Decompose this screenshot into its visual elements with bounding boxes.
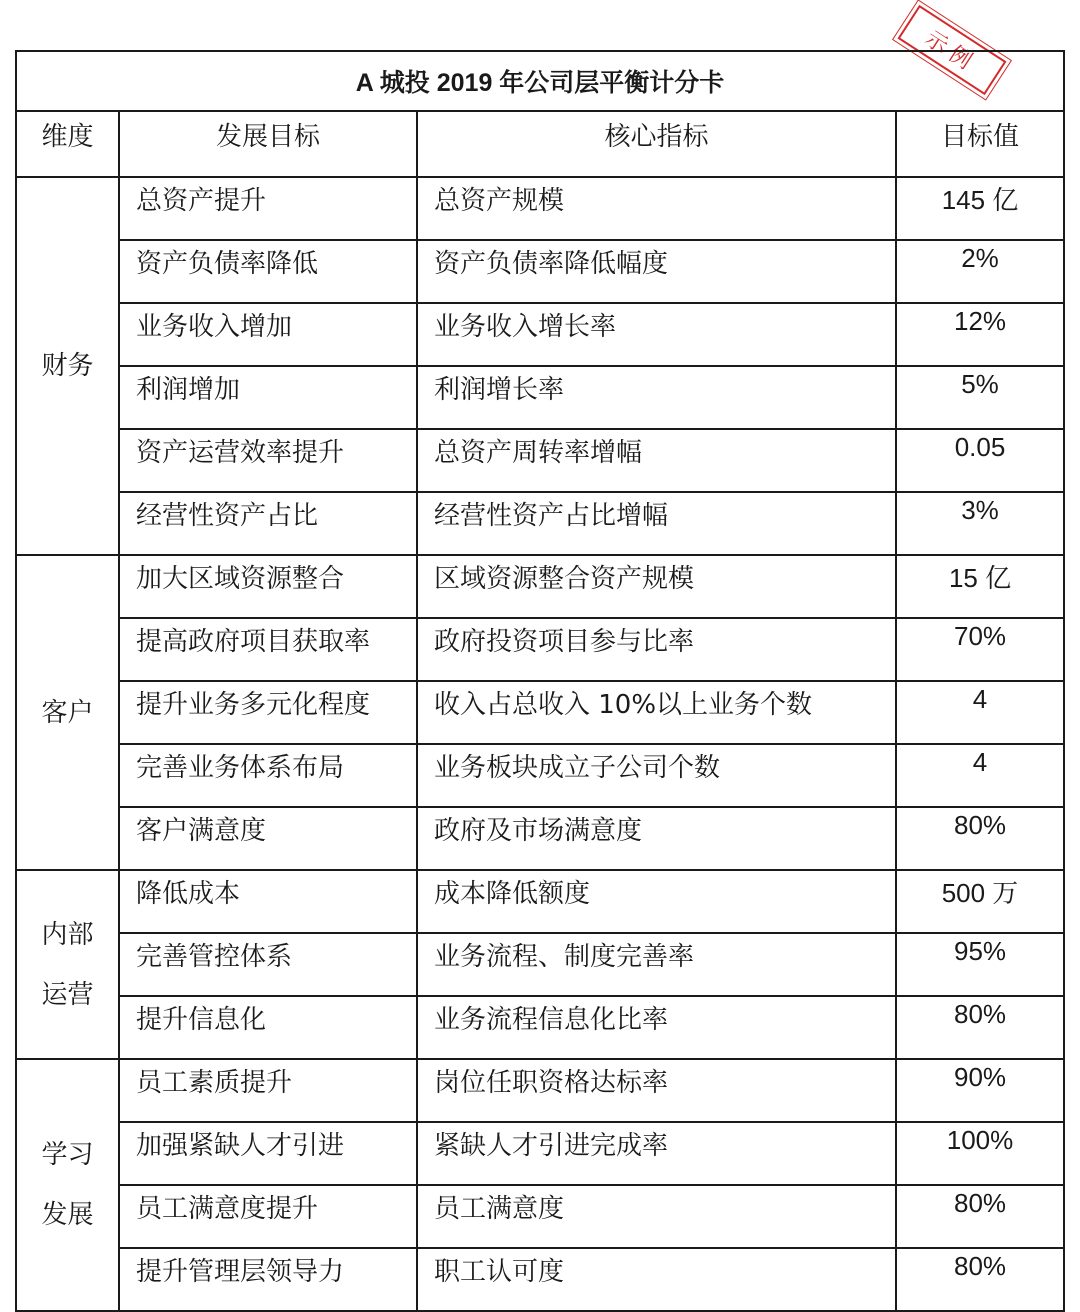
indicator-cell: 业务流程、制度完善率 <box>417 933 896 996</box>
goal-cell: 降低成本 <box>119 870 417 933</box>
table-row <box>16 618 1064 681</box>
target-cell: 15 亿 <box>896 555 1064 618</box>
table-row <box>16 744 1064 807</box>
target-cell: 90% <box>896 1059 1064 1122</box>
goal-cell: 总资产提升 <box>119 177 417 240</box>
indicator-cell: 资产负债率降低幅度 <box>417 240 896 303</box>
table-row <box>16 240 1064 303</box>
table-row <box>16 303 1064 366</box>
target-cell: 70% <box>896 618 1064 681</box>
target-cell: 0.05 <box>896 429 1064 492</box>
goal-cell: 员工满意度提升 <box>119 1185 417 1248</box>
table-row <box>16 366 1064 429</box>
dimension-line: 内部 <box>41 919 94 950</box>
dimension-cell: 客户 <box>16 555 119 870</box>
goal-cell: 资产运营效率提升 <box>119 429 417 492</box>
target-cell: 4 <box>896 681 1064 744</box>
table-row <box>16 1059 1064 1122</box>
indicator-cell: 成本降低额度 <box>417 870 896 933</box>
indicator-cell: 政府投资项目参与比率 <box>417 618 896 681</box>
table-row <box>16 555 1064 618</box>
goal-cell: 业务收入增加 <box>119 303 417 366</box>
table-row <box>16 807 1064 870</box>
goal-cell: 员工素质提升 <box>119 1059 417 1122</box>
dimension-cell: 财务 <box>16 177 119 555</box>
indicator-cell: 岗位任职资格达标率 <box>417 1059 896 1122</box>
table-row <box>16 870 1064 933</box>
dimension-line: 发展 <box>41 1200 94 1230</box>
goal-cell: 加强紧缺人才引进 <box>119 1122 417 1185</box>
balanced-scorecard-table <box>15 50 1065 1312</box>
table-row <box>16 429 1064 492</box>
target-cell: 4 <box>896 744 1064 807</box>
table-row <box>16 1122 1064 1185</box>
target-cell: 3% <box>896 492 1064 555</box>
indicator-cell: 经营性资产占比增幅 <box>417 492 896 555</box>
table-row <box>16 933 1064 996</box>
table-row <box>16 1185 1064 1248</box>
indicator-cell: 业务板块成立子公司个数 <box>417 744 896 807</box>
indicator-cell: 利润增长率 <box>417 366 896 429</box>
sample-stamp: 示例 <box>897 5 1006 95</box>
target-cell: 5% <box>896 366 1064 429</box>
indicator-cell: 业务收入增长率 <box>417 303 896 366</box>
table-title: A 城投 2019 年公司层平衡计分卡 <box>16 51 1064 111</box>
header-dimension: 维度 <box>16 111 119 177</box>
goal-cell: 加大区域资源整合 <box>119 555 417 618</box>
target-cell: 100% <box>896 1122 1064 1185</box>
table-row <box>16 177 1064 240</box>
goal-cell: 提升管理层领导力 <box>119 1248 417 1311</box>
target-cell: 80% <box>896 996 1064 1059</box>
goal-cell: 完善业务体系布局 <box>119 744 417 807</box>
target-cell: 95% <box>896 933 1064 996</box>
dimension-cell <box>16 1059 119 1311</box>
table-row <box>16 996 1064 1059</box>
indicator-cell: 紧缺人才引进完成率 <box>417 1122 896 1185</box>
table-row <box>16 492 1064 555</box>
dimension-cell <box>16 870 119 1059</box>
indicator-cell: 收入占总收入 10%以上业务个数 <box>417 681 896 744</box>
indicator-cell: 总资产规模 <box>417 177 896 240</box>
indicator-cell: 职工认可度 <box>417 1248 896 1311</box>
indicator-cell: 业务流程信息化比率 <box>417 996 896 1059</box>
table-row <box>16 681 1064 744</box>
header-target: 目标值 <box>896 111 1064 177</box>
goal-cell: 利润增加 <box>119 366 417 429</box>
header-indicator: 核心指标 <box>417 111 896 177</box>
dimension-line: 学习 <box>41 1140 94 1170</box>
goal-cell: 提高政府项目获取率 <box>119 618 417 681</box>
goal-cell: 资产负债率降低 <box>119 240 417 303</box>
goal-cell: 经营性资产占比 <box>119 492 417 555</box>
goal-cell: 完善管控体系 <box>119 933 417 996</box>
target-cell: 500 万 <box>896 870 1064 933</box>
indicator-cell: 总资产周转率增幅 <box>417 429 896 492</box>
target-cell: 80% <box>896 1185 1064 1248</box>
target-cell: 12% <box>896 303 1064 366</box>
indicator-cell: 政府及市场满意度 <box>417 807 896 870</box>
target-cell: 145 亿 <box>896 177 1064 240</box>
indicator-cell: 区域资源整合资产规模 <box>417 555 896 618</box>
dimension-line: 运营 <box>41 979 94 1010</box>
indicator-cell: 员工满意度 <box>417 1185 896 1248</box>
target-cell: 2% <box>896 240 1064 303</box>
target-cell: 80% <box>896 807 1064 870</box>
header-goal: 发展目标 <box>119 111 417 177</box>
table-row <box>16 1248 1064 1311</box>
goal-cell: 提升信息化 <box>119 996 417 1059</box>
target-cell: 80% <box>896 1248 1064 1311</box>
goal-cell: 客户满意度 <box>119 807 417 870</box>
goal-cell: 提升业务多元化程度 <box>119 681 417 744</box>
